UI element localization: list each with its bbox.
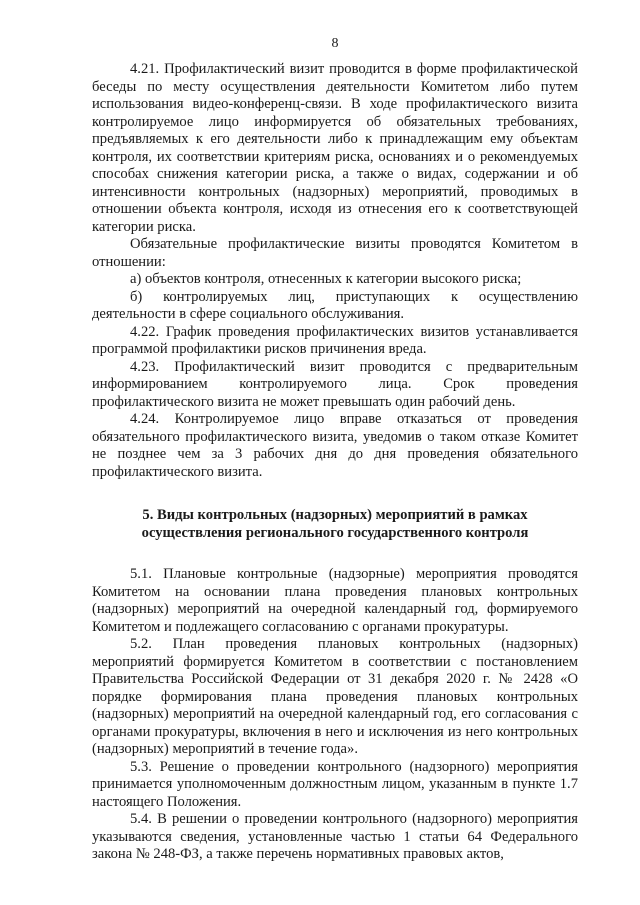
page-number: 8 <box>331 36 339 51</box>
section-5-heading: 5. Виды контрольных (надзорных) мероприятий в рамках осуществления регионального государственного контроля <box>141 507 529 541</box>
paragraph-4-22: 4.22. График проведения профилактических визитов устанавливается программой профилактики рисков причинения вреда. <box>92 323 578 357</box>
paragraph-mandatory-visits: Обязательные профилактические визиты проводятся Комитетом в отношении: <box>92 236 578 270</box>
paragraph-5-4: 5.4. В решении о проведении контрольного (надзорного) мероприятия указываются сведения, установленные частью 1 статьи 64 Федерального закона № 248-ФЗ, а также перечень нормативных правовых актов, <box>92 811 578 862</box>
list-item-b: б) контролируемых лиц, приступающих к осуществлению деятельности в сфере социального обслуживания. <box>92 288 578 322</box>
list-item-a: а) объектов контроля, отнесенных к категории высокого риска; <box>130 271 522 287</box>
paragraph-5-1: 5.1. Плановые контрольные (надзорные) мероприятия проводятся Комитетом на основании плана проведения плановых контрольных (надзорных) мероприятий на очередной календарный год, формируемого Комитетом и подлежащего согласованию с органами прокуратуры. <box>92 566 578 635</box>
paragraph-4-23: 4.23. Профилактический визит проводится с предварительным информированием контролируемого лица. Срок проведения профилактического визита не может превышать один рабочий день. <box>92 358 578 410</box>
paragraph-4-21: 4.21. Профилактический визит проводится в форме профилактической беседы по месту осуществления деятельности Комитетом либо путем использования видео-конференц-связи. В ходе профилактического визита контролируемое лицо информируется об обязательных требованиях, предъявляемых к его деятельности либо к принадлежащим ему объектам контроля, их соответствии критериям риска, основаниях и о рекомендуемых способах снижения категории риска, а также о видах, содержании и об интенсивности контрольных (надзорных) мероприятий, проводимых в отношении объекта контроля, исходя из отнесения его к соответствующей категории риска. <box>92 61 578 235</box>
paragraph-5-3: 5.3. Решение о проведении контрольного (надзорного) мероприятия принимается уполномоченным должностным лицом, указанным в пункте 1.7 настоящего Положения. <box>92 758 578 810</box>
paragraph-5-2: 5.2. План проведения плановых контрольных (надзорных) мероприятий формируется Комитетом в соответствии с постановлением Правительства Российской Федерации от 31 декабря 2020 г. № 2428 «О порядке формирования плана проведения плановых контрольных (надзорных) мероприятий на очередной календарный год, его согласования с органами прокуратуры, включения в него и исключения из него контрольных (надзорных) мероприятий в течение года». <box>92 636 578 757</box>
document-body <box>92 61 578 864</box>
paragraph-4-24: 4.24. Контролируемое лицо вправе отказаться от проведения обязательного профилактического визита, уведомив о таком отказе Комитет не позднее чем за 3 рабочих дня до дня проведения обязательного профилактического визита. <box>92 411 578 480</box>
